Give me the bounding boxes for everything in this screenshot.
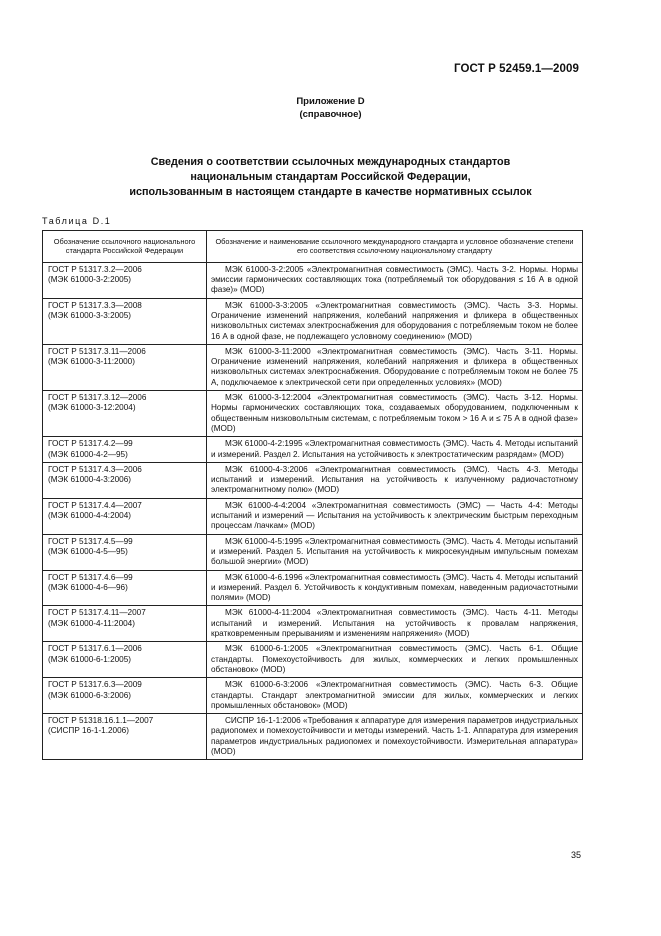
international-standard-cell: МЭК 61000-4-11:2004 «Электромагнитная совместимость (ЭМС). Часть 4-11. Методы испытаний и измерений. Испытания на устойчивость к провалам напряжения, кратковременным прерываниям и изменениям напряжения» (MOD) <box>207 606 583 642</box>
international-standard-cell: МЭК 61000-4-5:1995 «Электромагнитная совместимость (ЭМС). Часть 4. Методы испытаний и измерений. Раздел 5. Испытания на устойчивость к микросекундным импульсным помехам большой энергии» (MOD) <box>207 534 583 570</box>
national-standard-cell <box>43 262 207 298</box>
gost-designation: ГОСТ Р 51317.4.5—99 <box>48 536 133 546</box>
page-number: 35 <box>571 850 582 860</box>
international-standard-cell: МЭК 61000-3-3:2005 «Электромагнитная совместимость (ЭМС). Часть 3-3. Нормы. Ограничение изменений напряжения, колебаний напряжения и фликера в общественных низковольтных системах электроснабжения для оборудования с потребляемым током не более 16 А в одной фазе, не подлежащего условному соединению» (MOD) <box>207 298 583 344</box>
title-line: национальным стандартам Российской Федерации, <box>190 171 471 183</box>
national-standard-cell <box>43 462 207 498</box>
international-standard-cell: МЭК 61000-4-2:1995 «Электромагнитная совместимость (ЭМС). Часть 4. Методы испытаний и измерений. Раздел 2. Испытания на устойчивость к электростатическим разрядам» (MOD) <box>207 437 583 463</box>
national-standard-cell <box>43 344 207 390</box>
international-standard-cell: МЭК 61000-6-1:2005 «Электромагнитная совместимость (ЭМС). Часть 6-1. Общие стандарты. Помехоустойчивость для жилых, коммерческих и легких промышленных обстановок» (MOD) <box>207 642 583 678</box>
title-line: использованным в настоящем стандарте в качестве нормативных ссылок <box>129 186 532 198</box>
national-standard-cell <box>43 298 207 344</box>
international-standard-cell: МЭК 61000-4-4:2004 «Электромагнитная совместимость (ЭМС) — Часть 4-4: Методы испытаний и измерений — Испытания на устойчивость к электрическим быстрым переходным процессам /пачкам» (MOD) <box>207 498 583 534</box>
gost-designation: ГОСТ Р 51318.16.1.1—2007 <box>48 716 154 726</box>
national-standard-cell <box>43 498 207 534</box>
international-standard-cell: МЭК 61000-3-11:2000 «Электромагнитная совместимость (ЭМС). Часть 3-11. Нормы. Ограничение изменений напряжения, колебаний напряжения и фликера в общественных низковольтных системах электроснабжения. Оборудование с потребляемым током не более 75 А, подключаемое к электрической сети при определенных условиях» (MOD) <box>207 344 583 390</box>
national-standard-cell <box>43 714 207 760</box>
table-row <box>43 678 583 714</box>
header-national-standard: Обозначение ссылочного национального стандарта Российской Федерации <box>43 231 207 263</box>
iec-designation: (МЭК 61000-4-3:2006) <box>48 475 132 485</box>
table-row <box>43 498 583 534</box>
table-row <box>43 462 583 498</box>
references-table <box>42 230 583 760</box>
table-row <box>43 534 583 570</box>
gost-designation: ГОСТ Р 51317.6.3—2009 <box>48 680 142 690</box>
standard-code-header: ГОСТ Р 52459.1—2009 <box>454 63 579 75</box>
iec-designation: (МЭК 61000-4-2—95) <box>48 449 128 459</box>
national-standard-cell <box>43 606 207 642</box>
international-standard-cell: СИСПР 16-1-1:2006 «Требования к аппаратуре для измерения параметров индустриальных радиопомех и помехоустойчивости и методы измерений. Часть 1-1. Аппаратура для измерения параметров индустриальных радиопомех и помехоустойчивости. Измерительная аппаратура» (MOD) <box>207 714 583 760</box>
iec-designation: (МЭК 61000-4-4:2004) <box>48 511 132 521</box>
iec-designation: (МЭК 61000-3-11:2000) <box>48 357 135 367</box>
international-standard-cell: МЭК 61000-3-12:2004 «Электромагнитная совместимость (ЭМС). Часть 3-12. Нормы. Нормы гармонических составляющих тока, создаваемых оборудованием, подключенным к общественным низковольтным системам, с потребляемым током > 16 А и ≤ 75 А в одной фазе» (MOD) <box>207 391 583 437</box>
table-row <box>43 570 583 606</box>
gost-designation: ГОСТ Р 51317.3.12—2006 <box>48 393 147 403</box>
national-standard-cell <box>43 437 207 463</box>
table-row <box>43 437 583 463</box>
table-label: Таблица D.1 <box>42 216 112 226</box>
iec-designation: (МЭК 61000-4-11:2004) <box>48 618 135 628</box>
table-row <box>43 642 583 678</box>
document-title <box>40 155 621 200</box>
table-row <box>43 714 583 760</box>
gost-designation: ГОСТ Р 51317.3.3—2008 <box>48 300 142 310</box>
header-international-standard: Обозначение и наименование ссылочного международного стандарта и условное обозначение степени его соответствия ссылочному национальному стандарту <box>207 231 583 263</box>
gost-designation: ГОСТ Р 51317.4.3—2006 <box>48 464 142 474</box>
international-standard-cell: МЭК 61000-3-2:2005 «Электромагнитная совместимость (ЭМС). Часть 3-2. Нормы. Нормы эмиссии гармонических составляющих тока (потребляемый ток оборудования ≤ 16 А в одной фазе)» (MOD) <box>207 262 583 298</box>
national-standard-cell <box>43 570 207 606</box>
international-standard-cell: МЭК 61000-4-6.1996 «Электромагнитная совместимость (ЭМС). Часть 4. Методы испытаний и измерений. Раздел 6. Устойчивость к кондуктивным помехам, наведенным радиочастотными полями» (MOD) <box>207 570 583 606</box>
table-row <box>43 391 583 437</box>
table-row <box>43 298 583 344</box>
national-standard-cell <box>43 642 207 678</box>
title-line: Сведения о соответствии ссылочных международных стандартов <box>150 156 511 168</box>
gost-designation: ГОСТ Р 51317.4.6—99 <box>48 572 133 582</box>
appendix-title: Приложение D <box>296 96 365 107</box>
table-body <box>43 262 583 759</box>
iec-designation: (МЭК 61000-4-5—95) <box>48 546 128 556</box>
gost-designation: ГОСТ Р 51317.4.11—2007 <box>48 608 146 618</box>
iec-designation: (МЭК 61000-6-1:2005) <box>48 654 132 664</box>
gost-designation: ГОСТ Р 51317.4.2—99 <box>48 439 133 449</box>
national-standard-cell <box>43 678 207 714</box>
iec-designation: (МЭК 61000-3-3:2005) <box>48 311 132 320</box>
international-standard-cell: МЭК 61000-4-3:2006 «Электромагнитная совместимость (ЭМС). Часть 4-3. Методы испытаний и измерений. Испытания на устойчивость к излученному радиочастотному электромагнитному полю» (MOD) <box>207 462 583 498</box>
table-row <box>43 606 583 642</box>
gost-designation: ГОСТ Р 51317.3.11—2006 <box>48 346 146 356</box>
national-standard-cell <box>43 534 207 570</box>
iec-designation: (МЭК 61000-3-2:2005) <box>48 275 132 285</box>
international-standard-cell: МЭК 61000-6-3:2006 «Электромагнитная совместимость (ЭМС). Часть 6-3. Общие стандарты. Стандарт электромагнитной эмиссии для жилых, коммерческих и легких промышленных обстановок» (MOD) <box>207 678 583 714</box>
gost-designation: ГОСТ Р 51317.3.2—2006 <box>48 264 142 274</box>
iec-designation: (МЭК 61000-4-6—96) <box>48 582 128 592</box>
gost-designation: ГОСТ Р 51317.6.1—2006 <box>48 644 142 654</box>
table-header-row <box>43 231 583 263</box>
table-row <box>43 262 583 298</box>
iec-designation: (СИСПР 16-1-1.2006) <box>48 726 129 736</box>
gost-designation: ГОСТ Р 51317.4.4—2007 <box>48 500 142 510</box>
national-standard-cell <box>43 391 207 437</box>
iec-designation: (МЭК 61000-3-12:2004) <box>48 403 136 413</box>
appendix-subtitle: (справочное) <box>299 109 362 120</box>
appendix-heading <box>0 95 661 121</box>
table-row <box>43 344 583 390</box>
iec-designation: (МЭК 61000-6-3:2006) <box>48 690 132 700</box>
